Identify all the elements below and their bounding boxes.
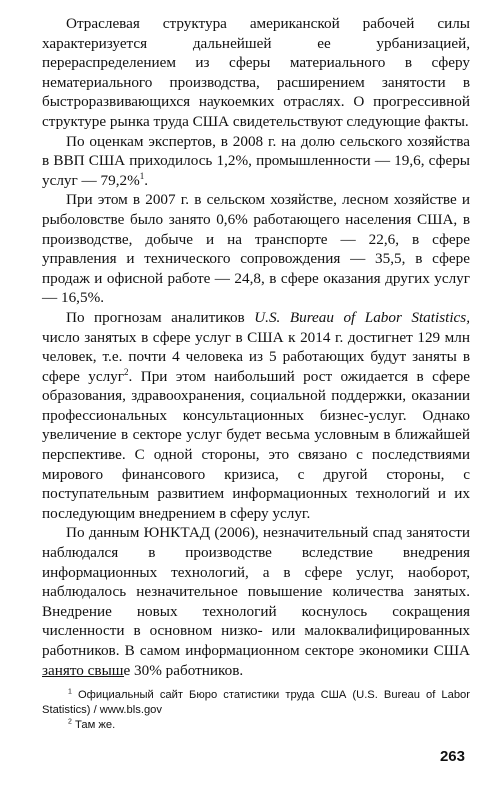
footnote-2 xyxy=(42,718,470,733)
paragraph-5 xyxy=(42,523,470,680)
footnote-1 xyxy=(42,688,470,718)
footnote-2-text: Там же. xyxy=(71,719,116,731)
paragraph-4-end: . При этом наибольший рост ожидается в сфере образования, здравоохранения, социальной поддержки, оказании профессиональных консультационных бизнес-услуг. Однако увеличение в секторе услуг будет весьма условным в ближайшей перспективе. С одной стороны, это связано с последствиями мирового финансового кризиса, с другой стороны, с поступательным развитием информационных технологий и их последующим внедрением в сферу услуг. xyxy=(42,367,470,522)
footnote-1-text: Официальный сайт Бюро статистики труда США (U.S. Bureau of Labor Statistics) / www.bls.gov xyxy=(42,689,470,716)
paragraph-3 xyxy=(42,190,470,308)
footnotes xyxy=(42,688,470,733)
paragraph-4-text: число занятых в сфере услуг в США к 2014 г. достигнет 129 млн человек, т.е. почти 4 человека из 5 работающих будут заняты в сфере услуг xyxy=(42,328,470,385)
bls-name-italic: U.S. Bureau of Labor Statistics, xyxy=(254,308,471,326)
paragraph-4 xyxy=(42,308,470,524)
paragraph-2-end: . xyxy=(144,171,149,189)
footnote-ref-2: 2 xyxy=(124,366,129,377)
footnote-2-mark: 2 xyxy=(68,718,72,726)
body-text xyxy=(42,14,470,680)
paragraph-1-text: Отраслевая структура американской рабочей силы характеризуется дальнейшей ее урбанизацией, перераспределением из сферы материального в сферу нематериального производства, расширением занятости в быстроразвивающихся наукоемких отраслях. О прогрессивной структуре рынка труда США свидетельствуют следующие факты. xyxy=(42,15,470,130)
paragraph-1 xyxy=(42,14,470,132)
page-number: 263 xyxy=(439,748,465,765)
footnote-1-mark: 1 xyxy=(68,688,72,696)
paragraph-4-lead: По прогнозам аналитиков xyxy=(66,308,255,326)
footnote-ref-1: 1 xyxy=(139,170,145,181)
paragraph-2-text: По оценкам экспертов, в 2008 г. на долю сельского хозяйства в ВВП США приходилось 1,2%, промышленности — 19,6, сферы услуг — 79,2% xyxy=(42,132,470,189)
paragraph-2 xyxy=(42,132,470,191)
footnote-divider xyxy=(42,676,124,677)
paragraph-3-text: При этом в 2007 г. в сельском хозяйстве, лесном хозяйстве и рыболовстве было занято 0,6% работающего населения США, в производстве, добыче и на транспорте — 22,6, в сфере управления и технического сопровождения — 35,5, в сфере продаж и офисной работе — 24,8, в сфере оказания других услуг — 16,5%. xyxy=(42,191,470,307)
paragraph-5-text: По данным ЮНКТАД (2006), незначительный спад занятости наблюдался в производстве вследствие внедрения информационных технологий, а в сфере услуг, наоборот, наблюдалось незначительное повышение количества занятых. Внедрение новых технологий коснулось сокращения численности в основном низко- или малоквалифицированных работников. В самом информационном секторе экономики США занято свыше 30% работников. xyxy=(42,524,470,679)
